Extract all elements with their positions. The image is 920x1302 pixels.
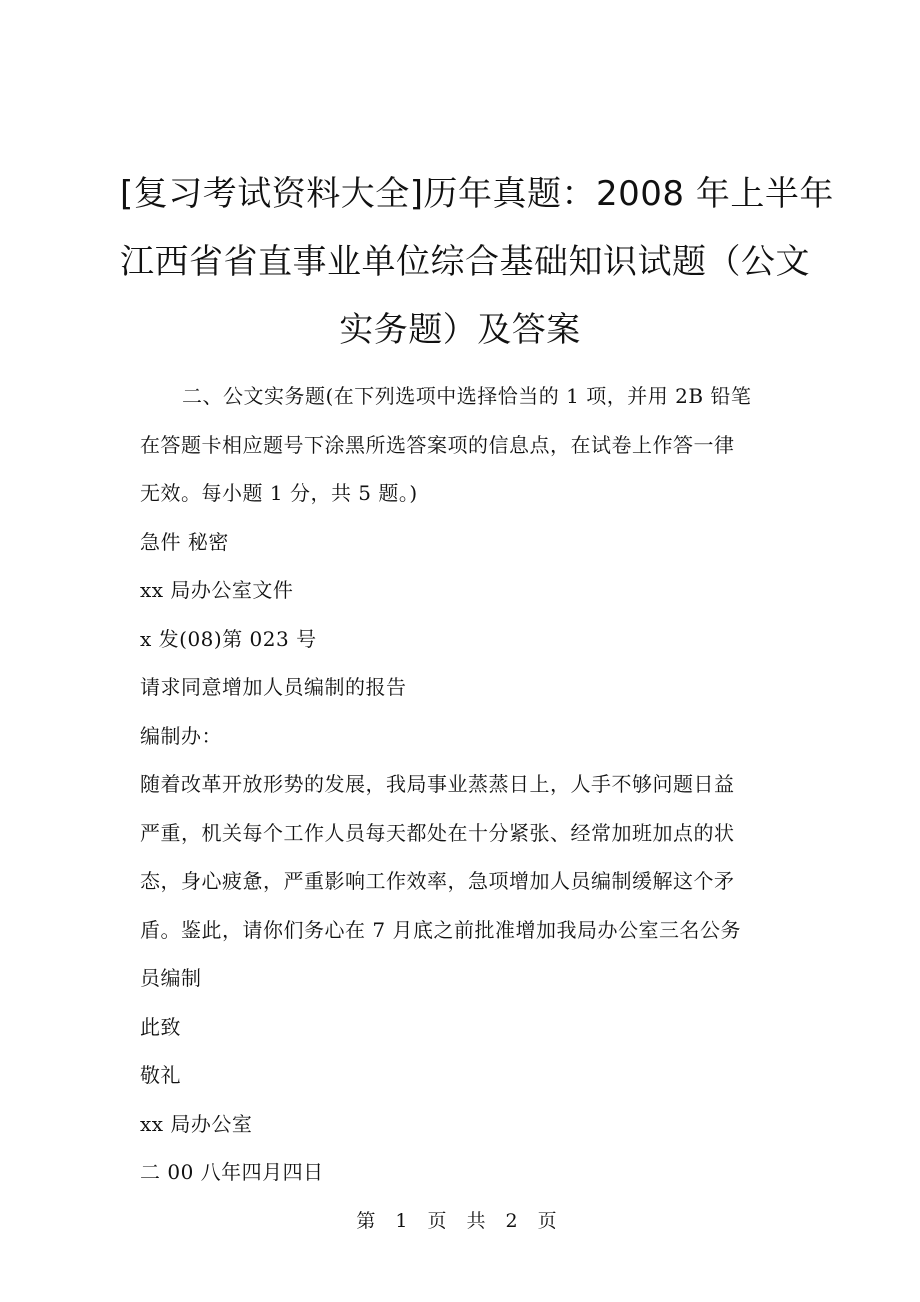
instruction-line: 无效。每小题 1 分，共 5 题。) (140, 481, 418, 505)
signature-line: xx 局办公室 (140, 1111, 253, 1136)
title-line: 实务题）及答案 (339, 310, 581, 350)
page-footer: 第 1 页 共 2 页 (356, 1210, 564, 1232)
report-title: 请求同意增加人员编制的报告 (140, 675, 407, 699)
body-paragraph-line: 随着改革开放形势的发展，我局事业蒸蒸日上，人手不够问题日益 (140, 772, 735, 796)
closing-line: 敬礼 (140, 1063, 181, 1087)
document-title (120, 160, 834, 364)
recipient-line: 编制办： (140, 723, 222, 748)
document-body (140, 372, 780, 1197)
body-paragraph-line: 严重，机关每个工作人员每天都处在十分紧张、经常加班加点的状 (140, 820, 735, 845)
body-paragraph-line: 态，身心疲惫，严重影响工作效率，急项增加人员编制缓解这个矛 (140, 869, 735, 893)
title-line: [复习考试资料大全]历年真题：2008 年上半年 (120, 174, 834, 214)
document-number: x 发(08)第 023 号 (140, 626, 317, 651)
instruction-line: 在答题卡相应题号下涂黑所选答案项的信息点，在试卷上作答一律 (140, 432, 735, 457)
issuer-line: xx 局办公室文件 (140, 578, 294, 602)
title-line: 江西省省直事业单位综合基础知识试题（公文 (120, 242, 810, 282)
urgency-line: 急件 秘密 (140, 529, 229, 554)
body-paragraph-line: 员编制 (140, 966, 202, 990)
body-paragraph-line: 盾。鉴此，请你们务心在 7 月底之前批准增加我局办公室三名公务 (140, 917, 741, 942)
date-line: 二 00 八年四月四日 (140, 1160, 324, 1184)
closing-line: 此致 (140, 1014, 181, 1039)
instruction-line: 二、公文实务题(在下列选项中选择恰当的 1 项，并用 2B 铅笔 (182, 384, 752, 408)
